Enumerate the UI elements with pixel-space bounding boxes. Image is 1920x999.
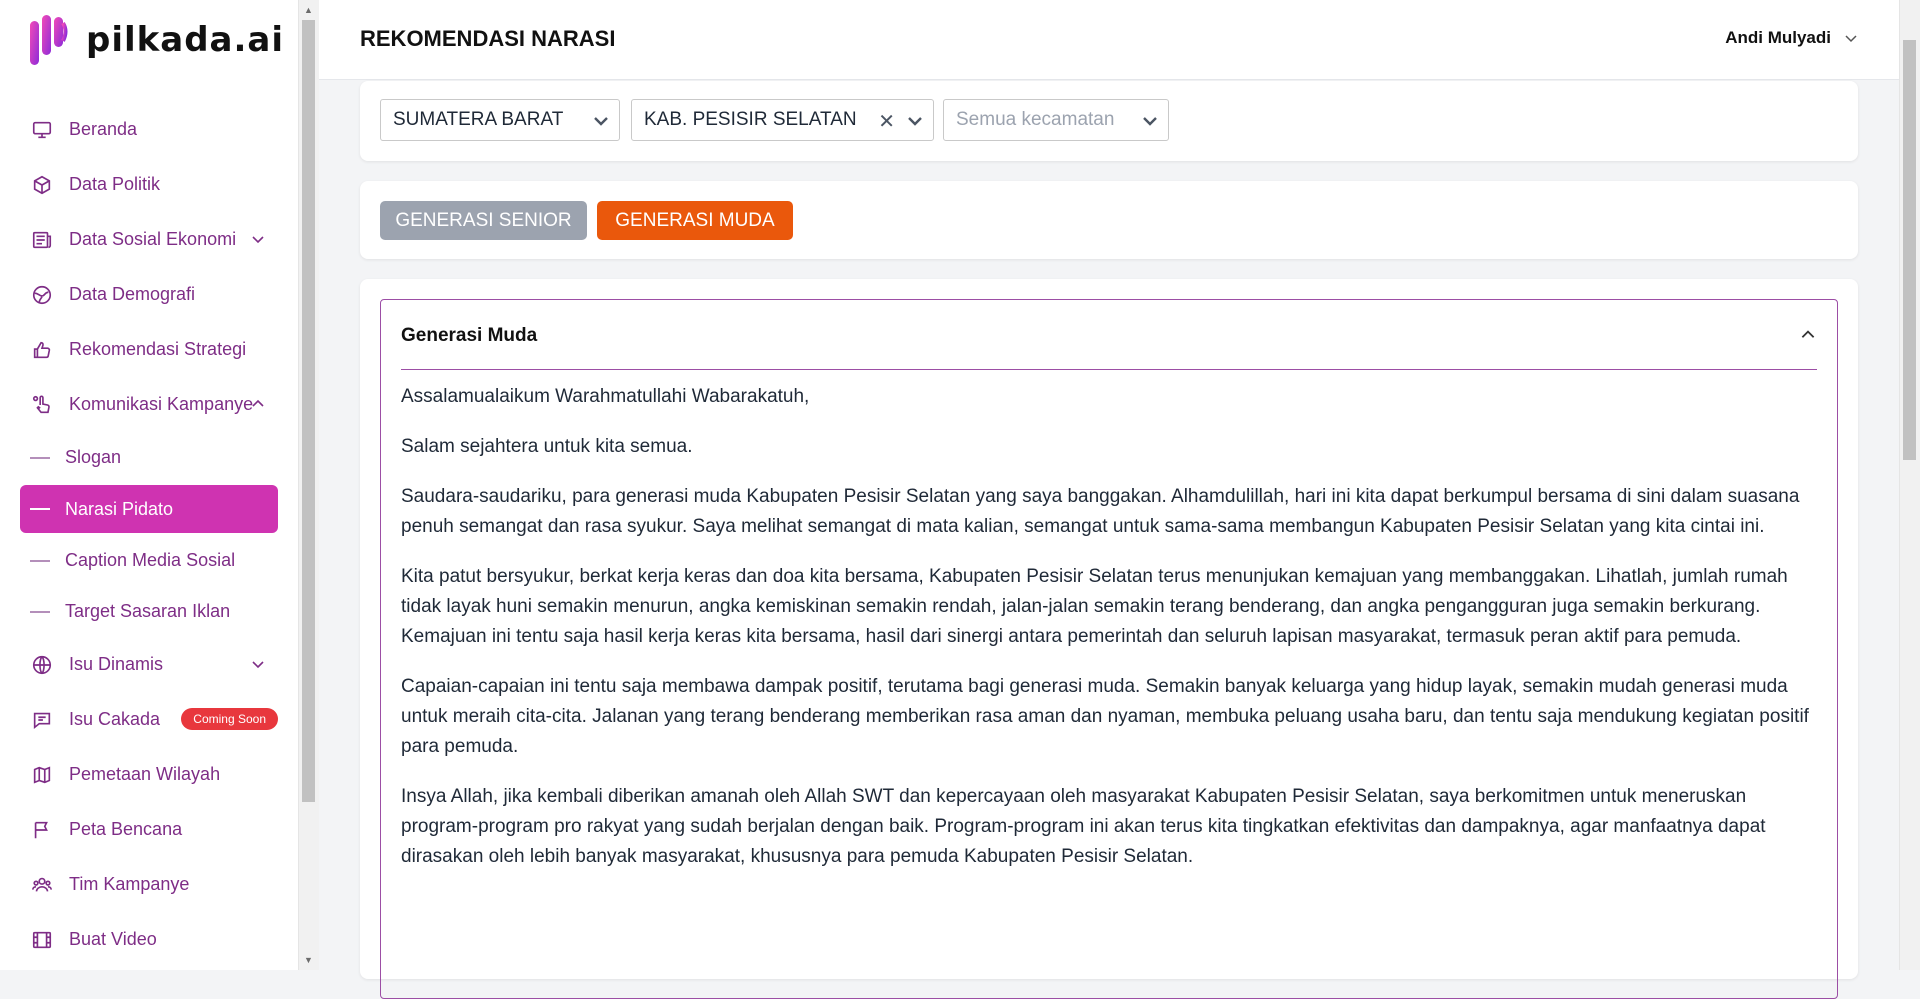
globe-grid-icon <box>30 653 54 677</box>
narration-paragraph: Assalamualaikum Warahmatullahi Wabarakatuh, <box>401 386 810 407</box>
clear-icon[interactable]: ✕ <box>878 111 895 133</box>
newspaper-icon <box>30 228 54 252</box>
sidebar <box>0 0 298 970</box>
chevron-down-icon <box>591 111 611 131</box>
chevron-up-icon[interactable] <box>1799 326 1817 344</box>
sidebar-subitem-label: Caption Media Sosial <box>65 550 236 570</box>
chevron-up-icon[interactable] <box>250 396 266 412</box>
narration-paragraph: Saudara-saudariku, para generasi muda Kabupaten Pesisir Selatan yang saya banggakan. Alhamdulillah, hari ini kita dapat berkumpul bersama di sini dalam suasana penuh semangat dan rasa syukur. Saya melihat semangat di mata kalian, semangat untuk sama-sama membangun Kabupaten Pesisir Selatan yang kita cintai ini. <box>401 486 1800 537</box>
sidebar-item-pemetaan-wilayah[interactable] <box>20 747 278 802</box>
flag-icon <box>30 818 54 842</box>
sidebar-subitem-label: Target Sasaran Iklan <box>65 601 231 621</box>
sidebar-scrollbar-thumb[interactable] <box>302 20 315 802</box>
film-icon <box>30 928 54 952</box>
chevron-down-icon[interactable] <box>250 656 266 672</box>
sidebar-item-label: Isu Dinamis <box>69 654 164 674</box>
sidebar-item-label: Beranda <box>69 119 138 139</box>
chevron-down-icon <box>1843 30 1859 46</box>
sidebar-subitem-target-sasaran-iklan[interactable] <box>20 586 278 637</box>
sidebar-item-label: Data Demografi <box>69 284 196 304</box>
dash-icon <box>30 508 50 510</box>
narration-paragraph: Capaian-capaian ini tentu saja membawa dampak positif, terutama bagi generasi muda. Semakin banyak keluarga yang hidup layak, semakin mudah generasi muda untuk meraih cita-cita. Jalanan yang terang benderang memberikan rasa aman dan nyaman, membuka peluang usaha baru, dan tentu saja mendukung kegiatan positif para pemuda. <box>401 676 1809 757</box>
sidebar-item-rekomendasi-strategi[interactable] <box>20 322 278 377</box>
generation-card <box>360 181 1858 259</box>
district-placeholder: Semua kecamatan <box>956 109 1115 130</box>
thumbs-up-icon <box>30 338 54 362</box>
chat-icon <box>30 708 54 732</box>
generasi-senior-button[interactable]: GENERASI SENIOR <box>380 201 587 240</box>
sidebar-item-komunikasi-kampanye[interactable] <box>20 377 278 432</box>
province-select[interactable] <box>380 99 620 141</box>
dash-icon <box>30 457 50 459</box>
sidebar-item-label: Rekomendasi Strategi <box>69 339 247 359</box>
user-name: Andi Mulyadi <box>1725 28 1831 47</box>
sidebar-subitem-caption-media-sosial[interactable] <box>20 535 278 586</box>
page-title: REKOMENDASI NARASI <box>360 26 616 51</box>
sidebar-item-label: Pemetaan Wilayah <box>69 764 221 784</box>
coming-soon-badge: Coming Soon <box>181 708 278 730</box>
globe-icon <box>30 283 54 307</box>
sidebar-item-label: Data Sosial Ekonomi <box>69 229 237 249</box>
chevron-down-icon <box>1140 111 1160 131</box>
scroll-down-arrow-icon[interactable]: ▼ <box>304 955 313 965</box>
regency-value: KAB. PESISIR SELATAN <box>644 109 857 130</box>
sidebar-nav <box>20 102 278 967</box>
narration-body <box>381 370 1837 872</box>
narration-card <box>360 279 1858 979</box>
narration-accordion <box>380 299 1838 999</box>
map-icon <box>30 763 54 787</box>
sidebar-item-label: Peta Bencana <box>69 819 183 839</box>
sidebar-subitem-label: Slogan <box>65 447 122 467</box>
sidebar-item-label: Komunikasi Kampanye <box>69 394 254 414</box>
dash-icon <box>30 560 50 562</box>
team-icon <box>30 873 54 897</box>
sidebar-item-label: Isu Cakada <box>69 709 161 729</box>
sidebar-item-buat-video[interactable] <box>20 912 278 967</box>
user-menu[interactable] <box>1725 28 1859 48</box>
chevron-down-icon <box>905 111 925 131</box>
district-select[interactable] <box>943 99 1169 141</box>
main-scrollbar-thumb[interactable] <box>1903 40 1916 460</box>
brand-name: pilkada.ai <box>86 20 284 60</box>
top-header <box>319 0 1899 80</box>
sidebar-item-beranda[interactable] <box>20 102 278 157</box>
province-value: SUMATERA BARAT <box>393 109 564 130</box>
dash-icon <box>30 611 50 613</box>
brand-logo[interactable] <box>30 14 284 66</box>
sidebar-item-tim-kampanye[interactable] <box>20 857 278 912</box>
accordion-title: Generasi Muda <box>401 325 538 346</box>
scroll-up-arrow-icon[interactable]: ▲ <box>304 5 313 15</box>
sidebar-item-label: Buat Video <box>69 929 157 949</box>
cube-icon <box>30 173 54 197</box>
regency-select[interactable] <box>631 99 934 141</box>
sidebar-item-peta-bencana[interactable] <box>20 802 278 857</box>
hand-pointer-icon <box>30 393 54 417</box>
sidebar-subitem-label: Narasi Pidato <box>65 498 174 519</box>
sidebar-subitem-slogan[interactable] <box>20 432 278 483</box>
sidebar-item-label: Data Politik <box>69 174 161 194</box>
sidebar-subitem-narasi-pidato[interactable] <box>20 485 278 533</box>
narration-paragraph: Salam sejahtera untuk kita semua. <box>401 436 693 457</box>
narration-paragraph: Kita patut bersyukur, berkat kerja keras dan doa kita bersama, Kabupaten Pesisir Selatan terus menunjukan kemajuan yang membanggakan. Lihatlah, jumlah rumah tidak layak huni semakin menurun, angka kemiskinan semakin rendah, jalan-jalan semakin terang benderang, dan angka pengangguran juga semakin berkurang. Kemajuan ini tentu saja hasil kerja keras kita bersama, hasil dari sinergi antara pemerintah dan seluruh lapisan masyarakat, termasuk peran aktif para pemuda. <box>401 566 1788 647</box>
sidebar-item-data-politik[interactable] <box>20 157 278 212</box>
monitor-icon <box>30 118 54 142</box>
narration-paragraph: Insya Allah, jika kembali diberikan amanah oleh Allah SWT dan kepercayaan oleh masyarakat Kabupaten Pesisir Selatan, saya berkomitmen untuk meneruskan program-program pro rakyat yang sudah berjalan dengan baik. Program-program ini akan terus kita tingkatkan efektivitas dan dampaknya, agar manfaatnya dapat dirasakan oleh lebih banyak masyarakat, khususnya para pemuda Kabupaten Pesisir Selatan. <box>401 786 1766 867</box>
filter-card <box>360 81 1858 161</box>
sidebar-item-isu-cakada[interactable] <box>20 692 278 747</box>
sidebar-item-isu-dinamis[interactable] <box>20 637 278 692</box>
logo-mark-icon <box>30 15 68 65</box>
chevron-down-icon[interactable] <box>250 231 266 247</box>
accordion-header[interactable] <box>401 300 1817 370</box>
sidebar-item-label: Tim Kampanye <box>69 874 190 894</box>
sidebar-item-data-demografi[interactable] <box>20 267 278 322</box>
generasi-muda-button[interactable]: GENERASI MUDA <box>597 201 793 240</box>
sidebar-item-data-sosial-ekonomi[interactable] <box>20 212 278 267</box>
